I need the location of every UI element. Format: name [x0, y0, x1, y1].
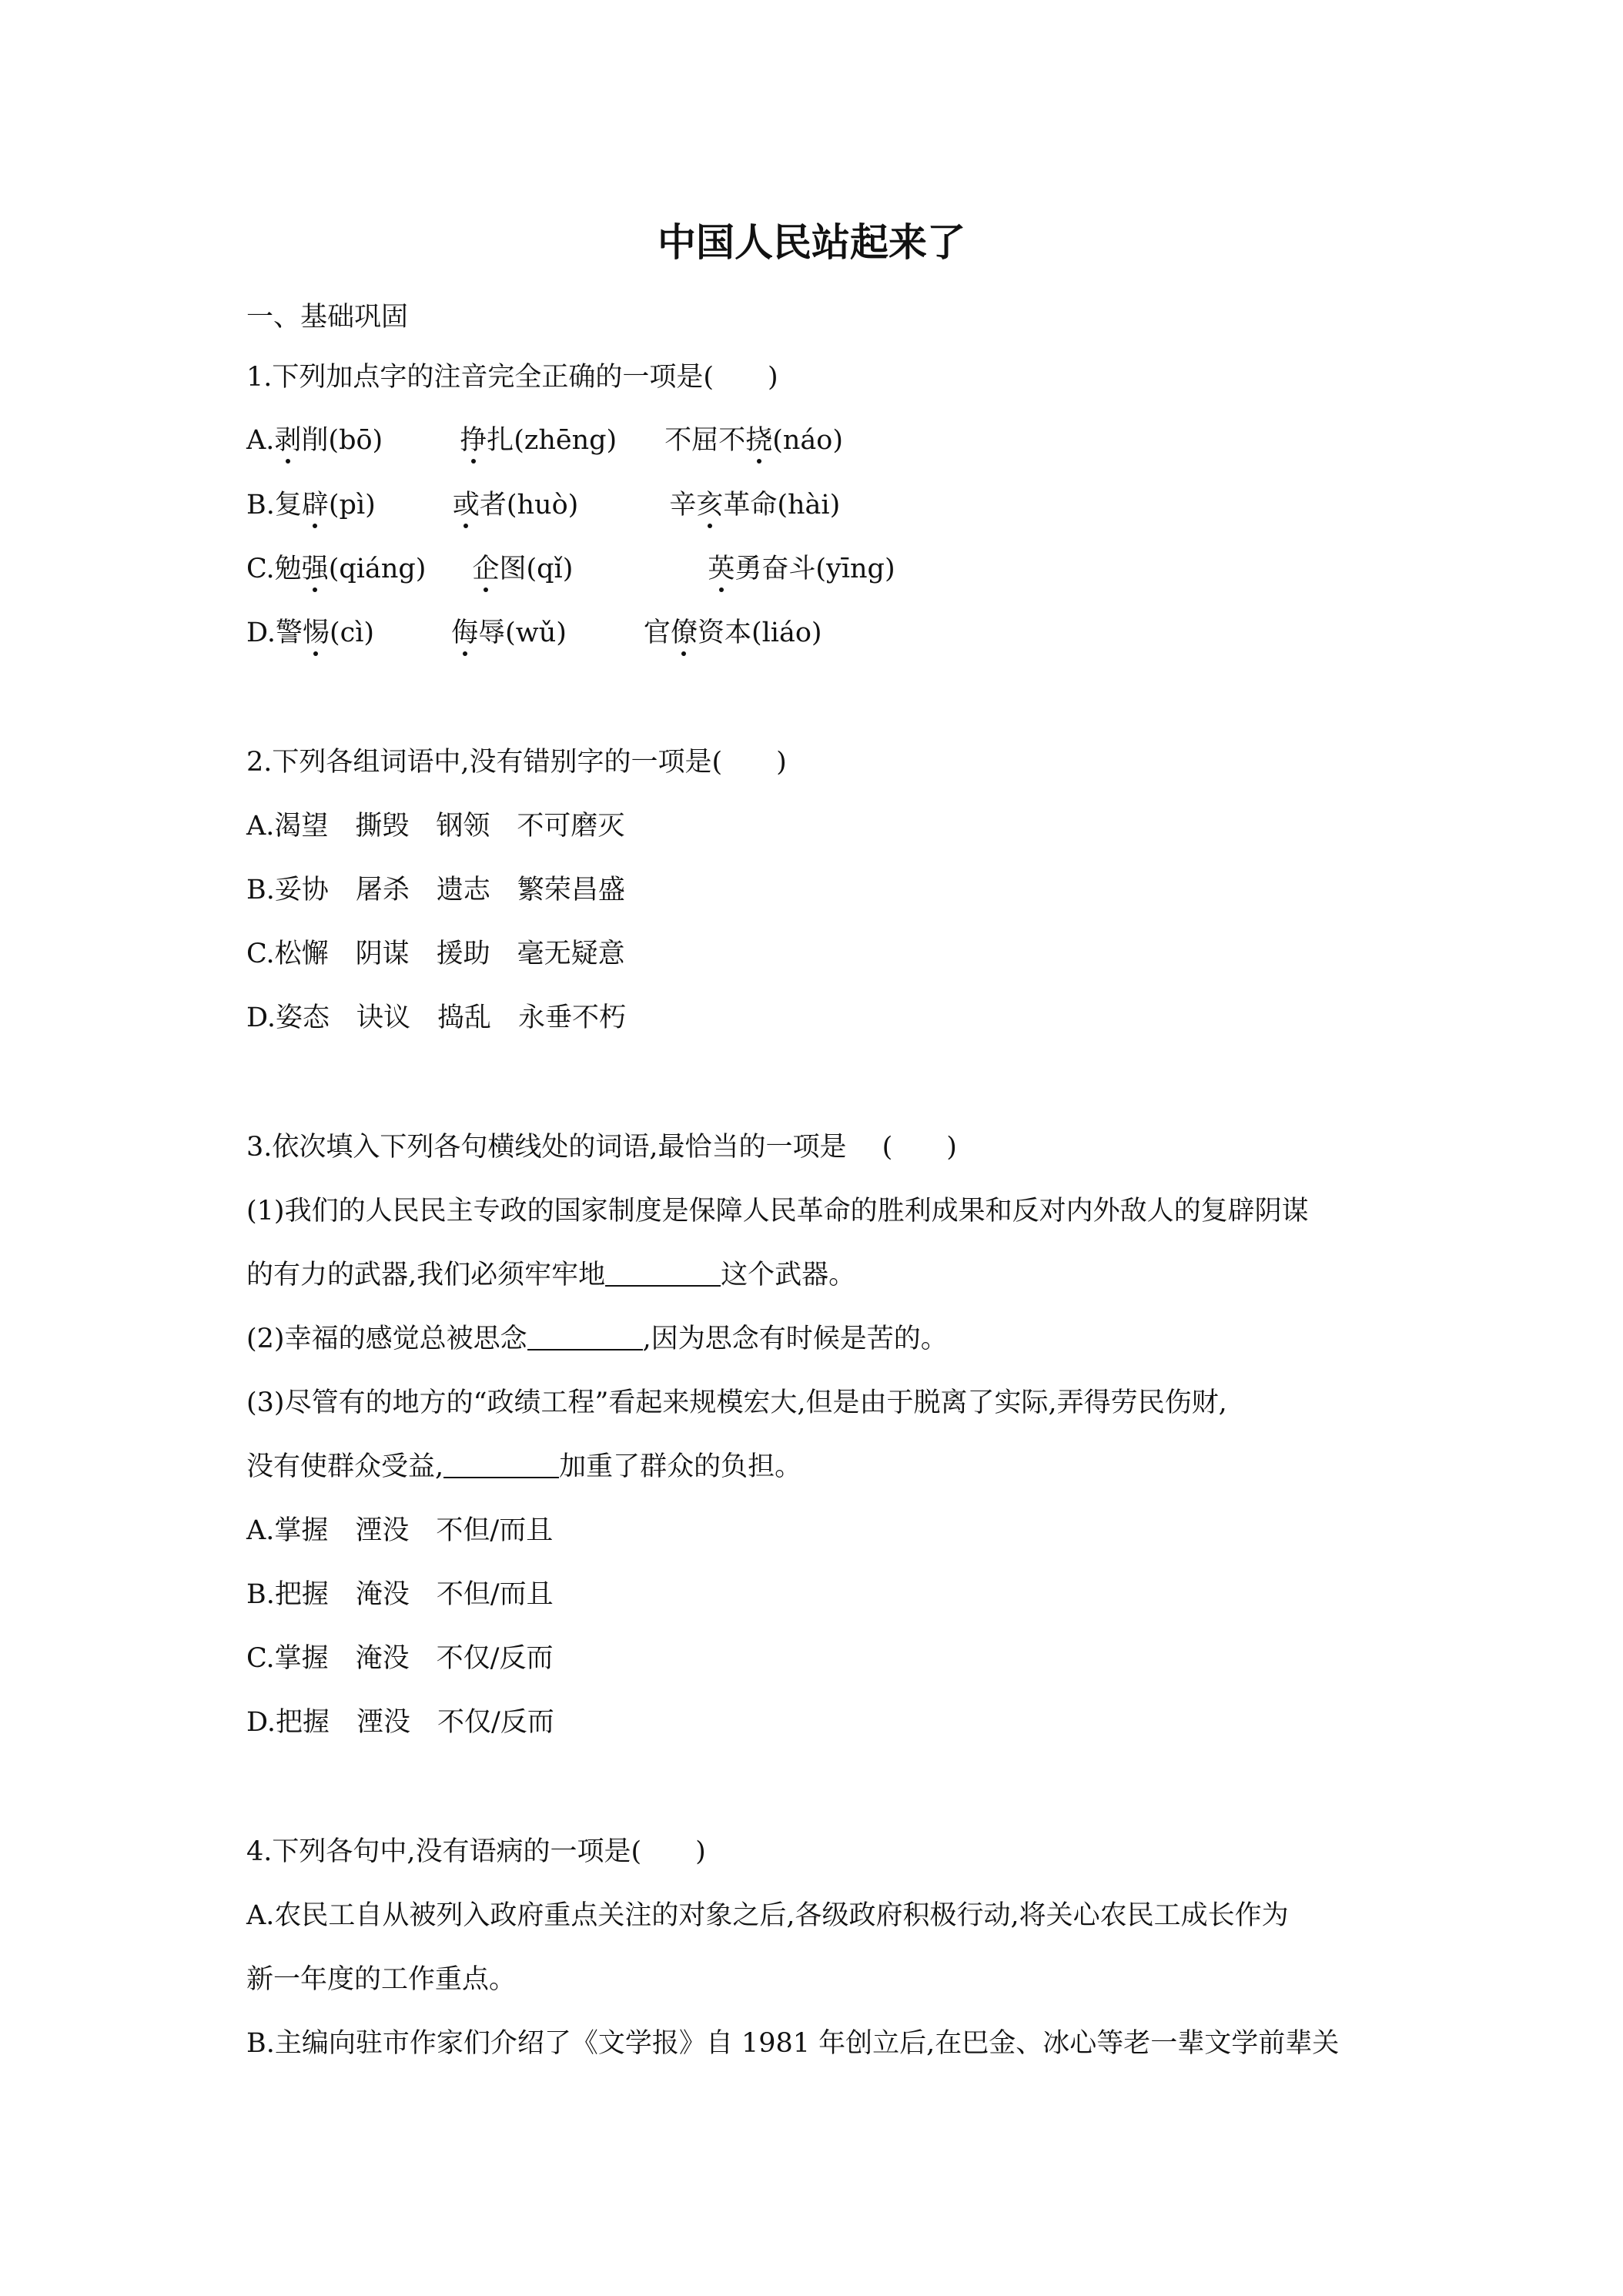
sentence-text: 这个武器。 — [721, 1260, 856, 1290]
option-text: 警 — [275, 618, 303, 648]
emphasis-char: 辟 — [301, 490, 329, 520]
option-label: C. — [246, 554, 275, 584]
option-text: 不屈不 — [664, 425, 746, 456]
q4-stem: 4.下列各句中,没有语病的一项是( ) — [246, 1836, 706, 1867]
option-text: 复 — [274, 490, 302, 520]
fill-blank — [527, 1326, 643, 1350]
option-text: 削(bō) — [301, 425, 383, 456]
option-text: 辛 — [669, 490, 697, 520]
q3-stem: 3.依次填入下列各句横线处的词语,最恰当的一项是 ( ) — [246, 1132, 957, 1163]
option-text: 者(huò) — [479, 490, 579, 520]
emphasis-char: 剥 — [274, 425, 302, 456]
emphasis-char: 英 — [708, 554, 735, 584]
emphasis-char: 侮 — [451, 618, 479, 648]
q3-sentence-2 — [246, 1322, 1401, 1356]
page-title: 中国人民站起来了 — [658, 220, 965, 265]
option-label: A. — [246, 425, 275, 456]
sentence-text: 没有使群众受益, — [246, 1451, 444, 1482]
emphasis-char: 挣 — [460, 425, 487, 456]
option-text: 图(qǐ) — [499, 554, 574, 584]
sentence-text: 加重了群众的负担。 — [559, 1451, 802, 1482]
q3-option-c: C.掌握 淹没 不仅/反而 — [246, 1643, 554, 1674]
option-text: 扎(zhēng) — [487, 425, 617, 456]
option-text: 资本(liáo) — [697, 618, 822, 648]
fill-blank — [605, 1262, 721, 1287]
q4-option-a: A.农民工自从被列入政府重点关注的对象之后,各级政府积极行动,将关心农民工成长作为 — [246, 1900, 1289, 1931]
emphasis-char: 企 — [472, 554, 500, 584]
q1-option-b — [246, 488, 1401, 522]
q3-option-d: D.把握 湮没 不仅/反而 — [246, 1707, 554, 1738]
q3-option-b: B.把握 淹没 不但/而且 — [246, 1579, 554, 1610]
q3-sentence-1-cont — [246, 1258, 1401, 1292]
q2-stem: 2.下列各组词语中,没有错别字的一项是( ) — [246, 747, 787, 778]
q2-option-d: D.姿态 诀议 捣乱 永垂不朽 — [246, 1002, 626, 1033]
emphasis-char: 僚 — [670, 618, 698, 648]
emphasis-char: 或 — [452, 490, 480, 520]
q1-option-a — [246, 423, 1401, 457]
sentence-text: (2)幸福的感觉总被思念 — [246, 1324, 527, 1354]
q2-option-c: C.松懈 阴谋 援助 毫无疑意 — [246, 939, 625, 969]
option-text: 辱(wǔ) — [478, 618, 567, 648]
option-label: D. — [246, 618, 276, 648]
q3-sentence-1: (1)我们的人民民主专政的国家制度是保障人民革命的胜利成果和反对内外敌人的复辟阴谋 — [246, 1196, 1309, 1227]
option-label: B. — [246, 490, 275, 520]
q1-stem: 1.下列加点字的注音完全正确的一项是( ) — [246, 362, 778, 393]
option-text: (náo) — [772, 425, 844, 456]
option-text: (cì) — [329, 618, 375, 648]
q2-option-b: B.妥协 屠杀 遗志 繁荣昌盛 — [246, 875, 625, 905]
option-text: (pì) — [328, 490, 376, 520]
emphasis-char: 挠 — [745, 425, 773, 456]
q3-sentence-3-cont — [246, 1450, 1401, 1484]
sentence-text: 的有力的武器,我们必须牢牢地 — [246, 1260, 606, 1290]
q2-option-a: A.渴望 撕毁 钢领 不可磨灭 — [246, 811, 625, 842]
sentence-text: ,因为思念有时候是苦的。 — [642, 1324, 948, 1354]
option-text: 勇奋斗(yīng) — [735, 554, 895, 584]
q3-option-a: A.掌握 湮没 不但/而且 — [246, 1515, 554, 1546]
option-text: 官 — [643, 618, 671, 648]
q4-option-a-cont: 新一年度的工作重点。 — [246, 1964, 517, 1995]
emphasis-char: 强 — [301, 554, 329, 584]
q1-option-c — [246, 552, 1401, 586]
fill-blank — [443, 1454, 559, 1478]
emphasis-char: 亥 — [696, 490, 724, 520]
q3-sentence-3: (3)尽管有的地方的“政绩工程”看起来规模宏大,但是由于脱离了实际,弄得劳民伤财, — [246, 1387, 1227, 1418]
emphasis-char: 惕 — [302, 618, 330, 648]
option-text: (qiáng) — [328, 554, 427, 584]
option-text: 革命(hài) — [723, 490, 841, 520]
q1-option-d — [246, 616, 1401, 650]
section-heading: 一、基础巩固 — [246, 302, 409, 333]
q4-option-b: B.主编向驻市作家们介绍了《文学报》自 1981 年创立后,在巴金、冰心等老一辈文学前辈关 — [246, 2028, 1340, 2059]
option-text: 勉 — [274, 554, 302, 584]
